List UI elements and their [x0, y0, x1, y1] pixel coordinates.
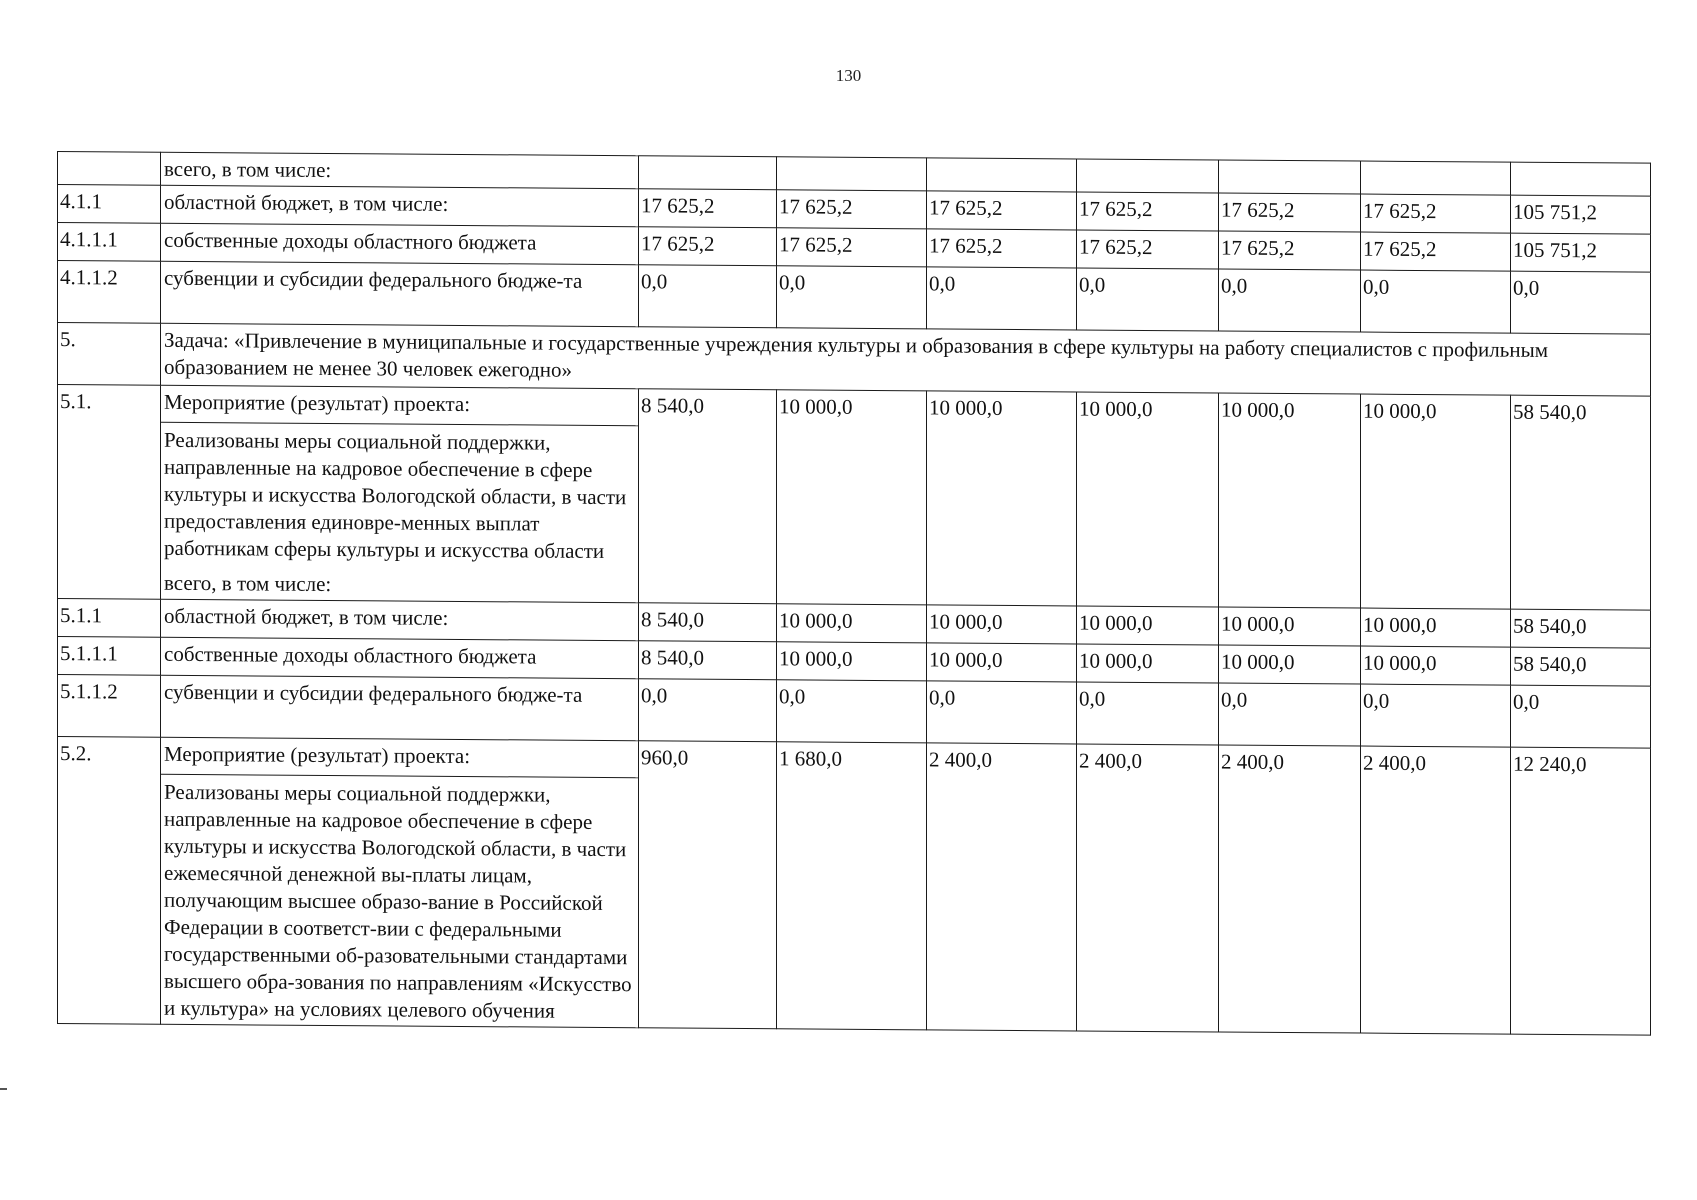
value-cell: 17 625,2 — [927, 191, 1077, 230]
value-cell: 10 000,0 — [777, 390, 927, 605]
value-cell: 12 240,0 — [1511, 747, 1651, 1035]
value-cell: 17 625,2 — [777, 228, 927, 267]
measure-title: Мероприятие (результат) проекта: — [164, 389, 471, 417]
row-code: 5.1.1 — [58, 599, 161, 638]
row-code: 5.1.1.1 — [58, 637, 161, 676]
value-cell: 2 400,0 — [927, 743, 1077, 1031]
row-label: собственные доходы областного бюджета — [161, 637, 639, 679]
row-code: 4.1.1.1 — [58, 223, 161, 262]
row-label: всего, в том числе: — [161, 152, 639, 189]
value-cell: 105 751,2 — [1511, 195, 1651, 234]
value-cell: 10 000,0 — [1361, 394, 1511, 609]
value-cell: 2 400,0 — [1077, 744, 1219, 1032]
value-cell: 0,0 — [777, 680, 927, 743]
value-cell: 17 625,2 — [639, 227, 777, 266]
value-cell: 17 625,2 — [777, 190, 927, 229]
value-cell: 1 680,0 — [777, 742, 927, 1030]
measure-description: Реализованы меры социальной поддержки, направленные на кадровое обеспечение в сфере культуры и искусства Вологодской области, в части предоставления единовре-менных выплат работникам сферы культуры и искусства области — [161, 422, 638, 565]
value-cell — [1219, 160, 1361, 194]
value-cell: 0,0 — [927, 267, 1077, 330]
value-cell: 58 540,0 — [1511, 609, 1651, 648]
value-cell: 0,0 — [639, 679, 777, 742]
value-cell — [1511, 162, 1651, 196]
value-cell: 17 625,2 — [639, 189, 777, 228]
value-cell: 58 540,0 — [1511, 395, 1651, 610]
value-cell: 0,0 — [1219, 269, 1361, 332]
table-body — [58, 152, 1651, 1036]
value-cell: 17 625,2 — [1077, 230, 1219, 269]
value-cell: 2 400,0 — [1219, 745, 1361, 1033]
table-row — [58, 737, 1651, 1036]
value-cell — [1077, 159, 1219, 193]
value-cell: 0,0 — [1361, 684, 1511, 747]
value-cell: 10 000,0 — [1077, 606, 1219, 645]
value-cell: 10 000,0 — [927, 643, 1077, 682]
measure-cell — [161, 737, 639, 1028]
task-description: Задача: «Привлечение в муниципальные и государственные учреждения культуры и образования в сфере культуры на работу специалистов с профильным образованием не менее 30 человек ежегодно» — [161, 323, 1651, 396]
row-code: 4.1.1.2 — [58, 261, 161, 324]
measure-description: Реализованы меры социальной поддержки, направленные на кадровое обеспечение в сфере культуры и искусства Вологодской области, в части ежемесячной денежной вы-платы лицам, получающим высшее образо-вание в Российской Федерации в соответст-вии с федеральными государственными об-разовательными стандартами высшего обра-зования по направлениям «Искусство и культура» на условиях целевого обучения — [161, 774, 638, 1025]
table-row — [58, 261, 1651, 335]
value-cell: 0,0 — [1077, 682, 1219, 745]
value-cell: 0,0 — [1361, 270, 1511, 333]
row-code: 4.1.1 — [58, 185, 161, 224]
value-cell: 10 000,0 — [777, 642, 927, 681]
value-cell: 10 000,0 — [927, 391, 1077, 606]
value-cell: 17 625,2 — [927, 229, 1077, 268]
value-cell: 0,0 — [927, 681, 1077, 744]
row-label: собственные доходы областного бюджета — [161, 223, 639, 265]
value-cell: 8 540,0 — [639, 603, 777, 642]
row-label: субвенции и субсидии федерального бюдже-та — [161, 261, 639, 327]
value-cell: 10 000,0 — [1077, 644, 1219, 683]
row-code: 5.1.1.2 — [58, 675, 161, 738]
value-cell: 17 625,2 — [1361, 232, 1511, 271]
measure-cell — [161, 385, 639, 603]
value-cell: 8 540,0 — [639, 641, 777, 680]
value-cell: 10 000,0 — [1219, 645, 1361, 684]
value-cell: 0,0 — [1511, 271, 1651, 334]
value-cell: 10 000,0 — [1219, 607, 1361, 646]
value-cell: 10 000,0 — [1219, 393, 1361, 608]
value-cell — [639, 156, 777, 190]
value-cell: 17 625,2 — [1219, 231, 1361, 270]
row-code: 5. — [58, 323, 161, 386]
value-cell: 8 540,0 — [639, 389, 777, 604]
row-code — [58, 152, 161, 186]
value-cell: 0,0 — [1077, 268, 1219, 331]
table-row — [58, 385, 1651, 611]
row-label: областной бюджет, в том числе: — [161, 185, 639, 227]
margin-mark — [0, 1088, 7, 1090]
value-cell: 960,0 — [639, 741, 777, 1029]
value-cell: 10 000,0 — [927, 605, 1077, 644]
row-code: 5.2. — [58, 737, 161, 1025]
measure-title: Мероприятие (результат) проекта: — [164, 741, 471, 769]
table-row — [58, 675, 1651, 749]
value-cell: 58 540,0 — [1511, 647, 1651, 686]
value-cell: 10 000,0 — [777, 604, 927, 643]
value-cell: 17 625,2 — [1361, 194, 1511, 233]
value-cell: 10 000,0 — [1361, 608, 1511, 647]
row-label: областной бюджет, в том числе: — [161, 599, 639, 641]
measure-total-label: всего, в том числе: — [164, 570, 332, 597]
value-cell: 105 751,2 — [1511, 233, 1651, 272]
value-cell: 2 400,0 — [1361, 746, 1511, 1034]
value-cell: 0,0 — [1219, 683, 1361, 746]
value-cell — [777, 157, 927, 191]
budget-table — [57, 151, 1651, 1036]
table-row — [58, 323, 1651, 397]
value-cell: 0,0 — [1511, 685, 1651, 748]
page-number: 130 — [835, 66, 862, 85]
value-cell: 10 000,0 — [1077, 392, 1219, 607]
value-cell: 0,0 — [777, 266, 927, 329]
value-cell — [927, 158, 1077, 192]
value-cell: 17 625,2 — [1219, 193, 1361, 232]
value-cell: 17 625,2 — [1077, 192, 1219, 231]
row-label: субвенции и субсидии федерального бюдже-та — [161, 675, 639, 741]
value-cell — [1361, 161, 1511, 195]
value-cell: 0,0 — [639, 265, 777, 328]
value-cell: 10 000,0 — [1361, 646, 1511, 685]
row-code: 5.1. — [58, 385, 161, 600]
